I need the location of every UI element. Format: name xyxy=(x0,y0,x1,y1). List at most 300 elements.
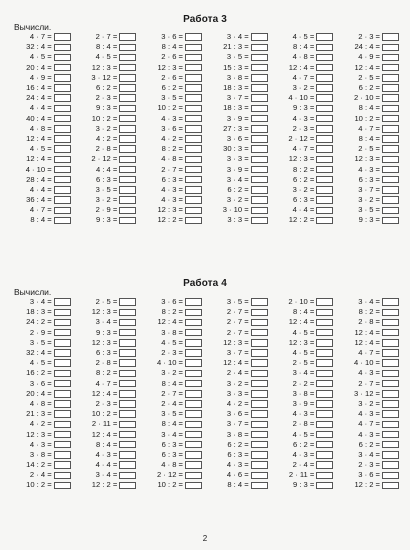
answer-box[interactable] xyxy=(251,319,268,327)
exercise-column xyxy=(271,32,337,226)
answer-box[interactable] xyxy=(54,196,71,204)
answer-box[interactable] xyxy=(185,400,202,408)
answer-box[interactable] xyxy=(251,410,268,418)
answer-box[interactable] xyxy=(382,370,399,378)
exercise-row xyxy=(336,134,402,144)
answer-box[interactable] xyxy=(119,115,136,123)
answer-box[interactable] xyxy=(251,166,268,174)
answer-box[interactable] xyxy=(316,217,333,225)
answer-box[interactable] xyxy=(316,125,333,133)
exercise-expression: 32 : 4 = xyxy=(26,42,52,52)
answer-box[interactable] xyxy=(316,461,333,469)
answer-box[interactable] xyxy=(382,125,399,133)
answer-box[interactable] xyxy=(54,135,71,143)
answer-box[interactable] xyxy=(382,441,399,449)
exercise-expression: 9 : 3 = xyxy=(96,215,118,225)
answer-box[interactable] xyxy=(382,309,399,317)
exercise-expression: 9 : 3 = xyxy=(293,480,315,490)
exercise-column xyxy=(8,297,74,491)
exercise-row xyxy=(139,205,205,215)
answer-box[interactable] xyxy=(316,359,333,367)
answer-box[interactable] xyxy=(251,461,268,469)
exercise-row xyxy=(271,429,337,439)
answer-box[interactable] xyxy=(119,441,136,449)
answer-box[interactable] xyxy=(54,105,71,113)
answer-box[interactable] xyxy=(382,64,399,72)
answer-box[interactable] xyxy=(119,390,136,398)
answer-box[interactable] xyxy=(316,431,333,439)
answer-box[interactable] xyxy=(54,461,71,469)
answer-box[interactable] xyxy=(185,329,202,337)
answer-box[interactable] xyxy=(119,482,136,490)
answer-box[interactable] xyxy=(316,339,333,347)
exercise-row xyxy=(8,205,74,215)
answer-box[interactable] xyxy=(54,421,71,429)
answer-box[interactable] xyxy=(119,472,136,480)
exercise-expression: 4 · 8 = xyxy=(161,460,183,470)
answer-box[interactable] xyxy=(119,461,136,469)
exercise-expression: 12 : 2 = xyxy=(354,480,380,490)
answer-box[interactable] xyxy=(316,54,333,62)
answer-box[interactable] xyxy=(119,156,136,164)
answer-box[interactable] xyxy=(54,349,71,357)
answer-box[interactable] xyxy=(382,319,399,327)
answer-box[interactable] xyxy=(54,298,71,306)
answer-box[interactable] xyxy=(54,44,71,52)
answer-box[interactable] xyxy=(119,196,136,204)
exercise-expression: 3 · 4 = xyxy=(95,317,118,327)
answer-box[interactable] xyxy=(119,349,136,357)
answer-box[interactable] xyxy=(119,125,136,133)
answer-box[interactable] xyxy=(316,349,333,357)
exercise-expression: 8 : 4 = xyxy=(161,42,183,52)
answer-box[interactable] xyxy=(185,166,202,174)
exercise-row xyxy=(271,83,337,93)
exercise-row xyxy=(271,93,337,103)
answer-box[interactable] xyxy=(54,380,71,388)
answer-box[interactable] xyxy=(251,329,268,337)
answer-box[interactable] xyxy=(251,135,268,143)
exercise-row xyxy=(8,93,74,103)
answer-box[interactable] xyxy=(382,298,399,306)
answer-box[interactable] xyxy=(251,44,268,52)
answer-box[interactable] xyxy=(119,64,136,72)
answer-box[interactable] xyxy=(382,186,399,194)
exercise-expression: 4 · 7 = xyxy=(358,419,380,429)
exercise-expression: 20 : 4 = xyxy=(26,62,52,72)
answer-box[interactable] xyxy=(54,125,71,133)
answer-box[interactable] xyxy=(185,84,202,92)
answer-box[interactable] xyxy=(251,176,268,184)
answer-box[interactable] xyxy=(119,176,136,184)
answer-box[interactable] xyxy=(119,400,136,408)
answer-box[interactable] xyxy=(382,421,399,429)
answer-box[interactable] xyxy=(316,135,333,143)
answer-box[interactable] xyxy=(316,196,333,204)
answer-box[interactable] xyxy=(185,74,202,82)
answer-box[interactable] xyxy=(316,74,333,82)
answer-box[interactable] xyxy=(185,156,202,164)
exercise-expression: 6 : 2 = xyxy=(161,83,183,93)
answer-box[interactable] xyxy=(54,431,71,439)
answer-box[interactable] xyxy=(54,54,71,62)
answer-box[interactable] xyxy=(185,33,202,41)
exercise-expression: 12 : 4 = xyxy=(354,62,380,72)
exercise-row xyxy=(74,164,140,174)
answer-box[interactable] xyxy=(251,94,268,102)
answer-box[interactable] xyxy=(54,319,71,327)
exercise-row xyxy=(8,114,74,124)
answer-box[interactable] xyxy=(185,94,202,102)
answer-box[interactable] xyxy=(185,482,202,490)
answer-box[interactable] xyxy=(382,105,399,113)
answer-box[interactable] xyxy=(382,94,399,102)
section-1-instruction: Вычисли. xyxy=(14,22,52,32)
exercise-row xyxy=(8,429,74,439)
answer-box[interactable] xyxy=(251,400,268,408)
answer-box[interactable] xyxy=(382,115,399,123)
answer-box[interactable] xyxy=(185,54,202,62)
answer-box[interactable] xyxy=(185,370,202,378)
answer-box[interactable] xyxy=(382,390,399,398)
answer-box[interactable] xyxy=(119,54,136,62)
answer-box[interactable] xyxy=(251,156,268,164)
answer-box[interactable] xyxy=(382,33,399,41)
answer-box[interactable] xyxy=(119,105,136,113)
answer-box[interactable] xyxy=(185,186,202,194)
answer-box[interactable] xyxy=(54,74,71,82)
answer-box[interactable] xyxy=(316,156,333,164)
answer-box[interactable] xyxy=(119,186,136,194)
answer-box[interactable] xyxy=(382,359,399,367)
exercise-expression: 4 · 4 = xyxy=(29,184,52,194)
answer-box[interactable] xyxy=(251,207,268,215)
answer-box[interactable] xyxy=(316,410,333,418)
answer-box[interactable] xyxy=(382,196,399,204)
answer-box[interactable] xyxy=(54,217,71,225)
answer-box[interactable] xyxy=(185,207,202,215)
exercise-expression: 12 : 3 = xyxy=(288,337,315,347)
answer-box[interactable] xyxy=(119,329,136,337)
answer-box[interactable] xyxy=(382,135,399,143)
answer-box[interactable] xyxy=(251,349,268,357)
exercise-row xyxy=(336,63,402,73)
answer-box[interactable] xyxy=(185,451,202,459)
answer-box[interactable] xyxy=(251,217,268,225)
answer-box[interactable] xyxy=(185,176,202,184)
answer-box[interactable] xyxy=(382,400,399,408)
answer-box[interactable] xyxy=(185,64,202,72)
exercise-row xyxy=(271,368,337,378)
answer-box[interactable] xyxy=(185,105,202,113)
exercise-row xyxy=(8,450,74,460)
answer-box[interactable] xyxy=(119,339,136,347)
answer-box[interactable] xyxy=(382,84,399,92)
exercise-row xyxy=(139,389,205,399)
answer-box[interactable] xyxy=(251,74,268,82)
answer-box[interactable] xyxy=(316,370,333,378)
answer-box[interactable] xyxy=(251,54,268,62)
exercise-row xyxy=(139,328,205,338)
answer-box[interactable] xyxy=(251,472,268,480)
answer-box[interactable] xyxy=(316,298,333,306)
answer-box[interactable] xyxy=(119,451,136,459)
answer-box[interactable] xyxy=(54,115,71,123)
answer-box[interactable] xyxy=(382,44,399,52)
answer-box[interactable] xyxy=(54,370,71,378)
answer-box[interactable] xyxy=(54,339,71,347)
answer-box[interactable] xyxy=(316,390,333,398)
answer-box[interactable] xyxy=(54,359,71,367)
exercise-row xyxy=(139,307,205,317)
answer-box[interactable] xyxy=(251,451,268,459)
answer-box[interactable] xyxy=(185,339,202,347)
exercise-expression: 12 : 4 = xyxy=(91,388,118,398)
exercise-row xyxy=(139,32,205,42)
answer-box[interactable] xyxy=(382,339,399,347)
answer-box[interactable] xyxy=(382,329,399,337)
exercise-expression: 3 · 2 = xyxy=(358,398,380,408)
answer-box[interactable] xyxy=(54,176,71,184)
answer-box[interactable] xyxy=(119,370,136,378)
answer-box[interactable] xyxy=(382,217,399,225)
answer-box[interactable] xyxy=(54,410,71,418)
exercise-row xyxy=(74,440,140,450)
answer-box[interactable] xyxy=(316,166,333,174)
answer-box[interactable] xyxy=(251,125,268,133)
answer-box[interactable] xyxy=(119,94,136,102)
exercise-row xyxy=(205,114,271,124)
exercise-row xyxy=(139,73,205,83)
answer-box[interactable] xyxy=(251,441,268,449)
answer-box[interactable] xyxy=(316,105,333,113)
answer-box[interactable] xyxy=(54,390,71,398)
answer-box[interactable] xyxy=(119,298,136,306)
answer-box[interactable] xyxy=(316,115,333,123)
answer-box[interactable] xyxy=(185,44,202,52)
answer-box[interactable] xyxy=(316,441,333,449)
answer-box[interactable] xyxy=(185,390,202,398)
answer-box[interactable] xyxy=(251,186,268,194)
answer-box[interactable] xyxy=(251,196,268,204)
answer-box[interactable] xyxy=(316,33,333,41)
answer-box[interactable] xyxy=(54,145,71,153)
answer-box[interactable] xyxy=(382,74,399,82)
answer-box[interactable] xyxy=(185,441,202,449)
exercise-expression: 6 : 2 = xyxy=(293,439,315,449)
answer-box[interactable] xyxy=(185,319,202,327)
exercise-expression: 4 · 6 = xyxy=(226,470,249,480)
exercise-expression: 3 · 4 = xyxy=(161,429,183,439)
exercise-expression: 3 : 3 = xyxy=(227,215,249,225)
answer-box[interactable] xyxy=(316,207,333,215)
answer-box[interactable] xyxy=(251,421,268,429)
exercise-expression: 9 : 3 = xyxy=(96,103,118,113)
exercise-expression: 3 · 4 = xyxy=(358,297,380,307)
answer-box[interactable] xyxy=(54,84,71,92)
answer-box[interactable] xyxy=(119,319,136,327)
answer-box[interactable] xyxy=(54,207,71,215)
answer-box[interactable] xyxy=(185,461,202,469)
answer-box[interactable] xyxy=(251,339,268,347)
answer-box[interactable] xyxy=(316,186,333,194)
answer-box[interactable] xyxy=(316,482,333,490)
exercise-row xyxy=(74,358,140,368)
answer-box[interactable] xyxy=(382,166,399,174)
answer-box[interactable] xyxy=(382,349,399,357)
answer-box[interactable] xyxy=(185,472,202,480)
exercise-row xyxy=(205,389,271,399)
exercise-expression: 4 · 9 = xyxy=(29,72,52,82)
answer-box[interactable] xyxy=(185,421,202,429)
answer-box[interactable] xyxy=(251,145,268,153)
exercise-row xyxy=(139,460,205,470)
answer-box[interactable] xyxy=(316,309,333,317)
answer-box[interactable] xyxy=(119,359,136,367)
answer-box[interactable] xyxy=(54,94,71,102)
answer-box[interactable] xyxy=(54,329,71,337)
answer-box[interactable] xyxy=(54,186,71,194)
exercise-expression: 2 · 10 = xyxy=(354,93,380,103)
answer-box[interactable] xyxy=(54,64,71,72)
answer-box[interactable] xyxy=(119,135,136,143)
exercise-expression: 3 · 8 = xyxy=(226,429,249,439)
answer-box[interactable] xyxy=(251,390,268,398)
answer-box[interactable] xyxy=(251,105,268,113)
answer-box[interactable] xyxy=(119,380,136,388)
answer-box[interactable] xyxy=(382,410,399,418)
answer-box[interactable] xyxy=(54,309,71,317)
answer-box[interactable] xyxy=(251,84,268,92)
answer-box[interactable] xyxy=(119,410,136,418)
answer-box[interactable] xyxy=(382,472,399,480)
exercise-row xyxy=(271,185,337,195)
answer-box[interactable] xyxy=(251,298,268,306)
answer-box[interactable] xyxy=(251,115,268,123)
answer-box[interactable] xyxy=(185,135,202,143)
answer-box[interactable] xyxy=(316,64,333,72)
answer-box[interactable] xyxy=(119,145,136,153)
answer-box[interactable] xyxy=(119,166,136,174)
section-2-grid xyxy=(8,297,402,491)
answer-box[interactable] xyxy=(382,145,399,153)
answer-box[interactable] xyxy=(185,115,202,123)
answer-box[interactable] xyxy=(54,441,71,449)
answer-box[interactable] xyxy=(119,309,136,317)
exercise-row xyxy=(271,124,337,134)
answer-box[interactable] xyxy=(119,74,136,82)
exercise-row xyxy=(8,134,74,144)
answer-box[interactable] xyxy=(185,217,202,225)
exercise-expression: 9 : 3 = xyxy=(358,215,380,225)
answer-box[interactable] xyxy=(382,156,399,164)
exercise-row xyxy=(336,114,402,124)
answer-box[interactable] xyxy=(316,145,333,153)
answer-box[interactable] xyxy=(54,451,71,459)
answer-box[interactable] xyxy=(316,329,333,337)
exercise-expression: 12 : 4 = xyxy=(26,154,52,164)
exercise-row xyxy=(271,52,337,62)
answer-box[interactable] xyxy=(251,370,268,378)
answer-box[interactable] xyxy=(382,176,399,184)
answer-box[interactable] xyxy=(382,431,399,439)
answer-box[interactable] xyxy=(382,482,399,490)
answer-box[interactable] xyxy=(251,64,268,72)
exercise-expression: 3 · 7 = xyxy=(226,93,249,103)
answer-box[interactable] xyxy=(185,125,202,133)
answer-box[interactable] xyxy=(54,156,71,164)
answer-box[interactable] xyxy=(316,319,333,327)
answer-box[interactable] xyxy=(185,359,202,367)
exercise-row xyxy=(205,379,271,389)
answer-box[interactable] xyxy=(185,196,202,204)
answer-box[interactable] xyxy=(316,451,333,459)
exercise-expression: 6 : 2 = xyxy=(227,184,249,194)
exercise-expression: 2 · 4 = xyxy=(226,368,249,378)
answer-box[interactable] xyxy=(119,207,136,215)
exercise-expression: 6 : 2 = xyxy=(358,439,380,449)
answer-box[interactable] xyxy=(54,400,71,408)
answer-box[interactable] xyxy=(382,380,399,388)
answer-box[interactable] xyxy=(185,309,202,317)
exercise-column xyxy=(8,32,74,226)
answer-box[interactable] xyxy=(316,44,333,52)
answer-box[interactable] xyxy=(251,431,268,439)
answer-box[interactable] xyxy=(382,54,399,62)
answer-box[interactable] xyxy=(251,33,268,41)
answer-box[interactable] xyxy=(316,421,333,429)
answer-box[interactable] xyxy=(251,380,268,388)
exercise-expression: 4 · 2 = xyxy=(29,419,52,429)
answer-box[interactable] xyxy=(185,145,202,153)
exercise-expression: 4 · 3 = xyxy=(358,164,380,174)
answer-box[interactable] xyxy=(316,380,333,388)
answer-box[interactable] xyxy=(382,207,399,215)
answer-box[interactable] xyxy=(119,84,136,92)
answer-box[interactable] xyxy=(119,44,136,52)
exercise-row xyxy=(336,440,402,450)
answer-box[interactable] xyxy=(54,482,71,490)
answer-box[interactable] xyxy=(251,359,268,367)
answer-box[interactable] xyxy=(316,84,333,92)
answer-box[interactable] xyxy=(185,410,202,418)
answer-box[interactable] xyxy=(185,349,202,357)
answer-box[interactable] xyxy=(119,217,136,225)
answer-box[interactable] xyxy=(251,309,268,317)
answer-box[interactable] xyxy=(185,298,202,306)
answer-box[interactable] xyxy=(185,431,202,439)
answer-box[interactable] xyxy=(251,482,268,490)
exercise-expression: 3 · 2 = xyxy=(226,195,249,205)
exercise-expression: 12 : 4 = xyxy=(26,133,52,143)
exercise-row xyxy=(336,124,402,134)
answer-box[interactable] xyxy=(316,472,333,480)
answer-box[interactable] xyxy=(54,33,71,41)
answer-box[interactable] xyxy=(316,400,333,408)
answer-box[interactable] xyxy=(316,176,333,184)
answer-box[interactable] xyxy=(54,166,71,174)
answer-box[interactable] xyxy=(316,94,333,102)
exercise-row xyxy=(139,450,205,460)
exercise-row xyxy=(8,297,74,307)
answer-box[interactable] xyxy=(119,33,136,41)
answer-box[interactable] xyxy=(54,472,71,480)
answer-box[interactable] xyxy=(382,461,399,469)
answer-box[interactable] xyxy=(119,421,136,429)
answer-box[interactable] xyxy=(119,431,136,439)
answer-box[interactable] xyxy=(185,380,202,388)
answer-box[interactable] xyxy=(382,451,399,459)
